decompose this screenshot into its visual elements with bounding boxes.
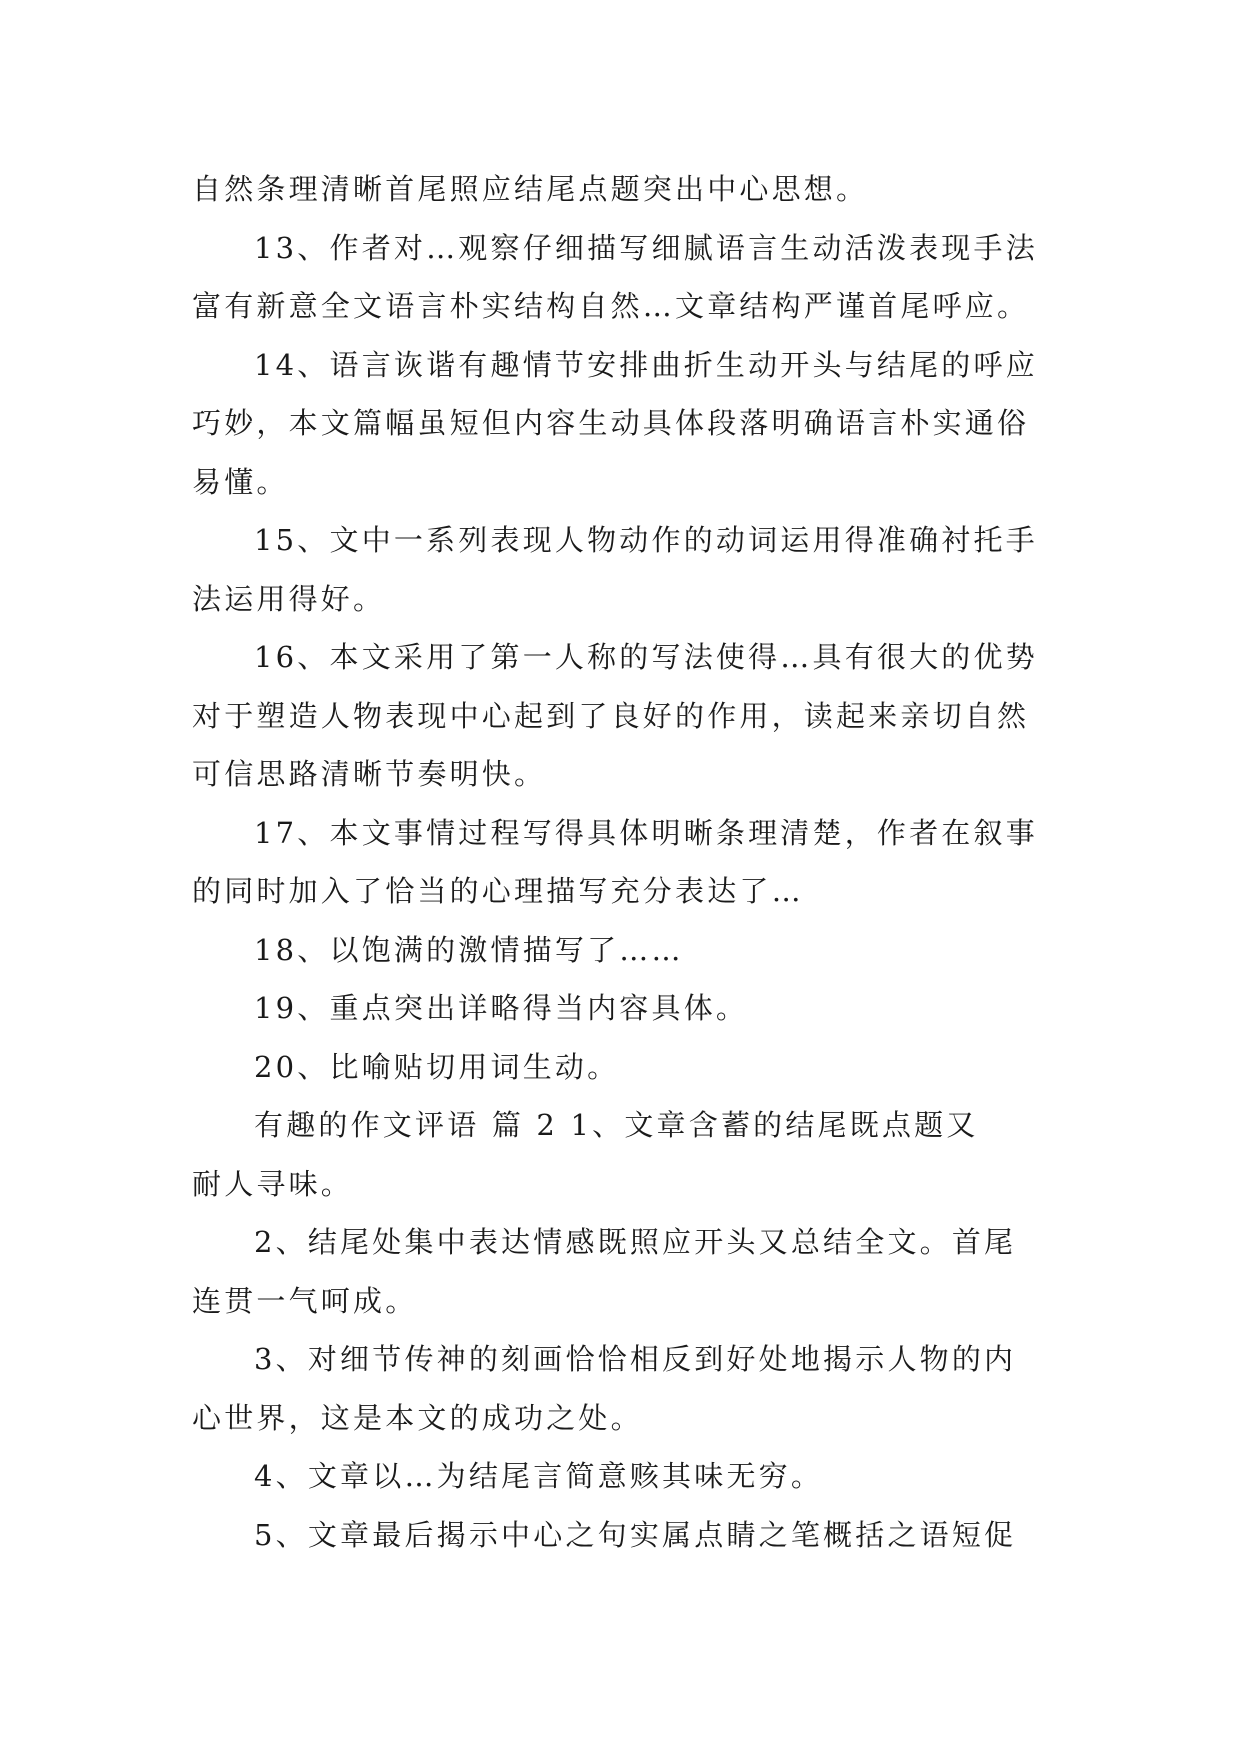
text-line: 16、本文采用了第一人称的写法使得…具有很大的优势: [254, 640, 1038, 674]
text-line: 15、文中一系列表现人物动作的动词运用得准确衬托手: [254, 523, 1038, 557]
text-line: 14、语言诙谐有趣情节安排曲折生动开头与结尾的呼应: [254, 347, 1038, 382]
text-line: 对于塑造人物表现中心起到了良好的作用，读起来亲切自然: [192, 698, 1030, 733]
text-line: 有趣的作文评语 篇 2 1、文章含蓄的结尾既点题又: [254, 1108, 979, 1142]
text-line: 3、对细节传神的刻画恰恰相反到好处地揭示人物的内: [254, 1342, 1017, 1376]
text-line: 18、以饱满的激情描写了……: [254, 932, 684, 967]
text-line: 2、结尾处集中表达情感既照应开头又总结全文。首尾: [254, 1225, 1017, 1259]
text-line: 5、文章最后揭示中心之句实属点睛之笔概括之语短促: [254, 1517, 1017, 1552]
text-line: 17、本文事情过程写得具体明晰条理清楚，作者在叙事: [254, 815, 1038, 850]
text-line: 易懂。: [192, 464, 289, 499]
text-line: 4、文章以…为结尾言简意赅其味无穷。: [254, 1459, 824, 1493]
document-body: [192, 160, 1064, 1564]
text-line: 心世界，这是本文的成功之处。: [192, 1400, 643, 1435]
text-line: 耐人寻味。: [192, 1166, 354, 1201]
text-line: 自然条理清晰首尾照应结尾点题突出中心思想。: [192, 172, 869, 206]
text-line: 巧妙，本文篇幅虽短但内容生动具体段落明确语言朴实通俗: [192, 406, 1030, 440]
text-line: 连贯一气呵成。: [192, 1283, 418, 1318]
text-line: 19、重点突出详略得当内容具体。: [254, 991, 749, 1025]
text-line: 20、比喻贴切用词生动。: [254, 1049, 620, 1084]
text-line: 的同时加入了恰当的心理描写充分表达了…: [192, 874, 804, 908]
text-line: 法运用得好。: [192, 581, 386, 616]
text-line: 富有新意全文语言朴实结构自然…文章结构严谨首尾呼应。: [192, 289, 1030, 323]
text-line: 可信思路清晰节奏明快。: [192, 757, 547, 791]
text-line: 13、作者对…观察仔细描写细腻语言生动活泼表现手法: [254, 230, 1038, 265]
